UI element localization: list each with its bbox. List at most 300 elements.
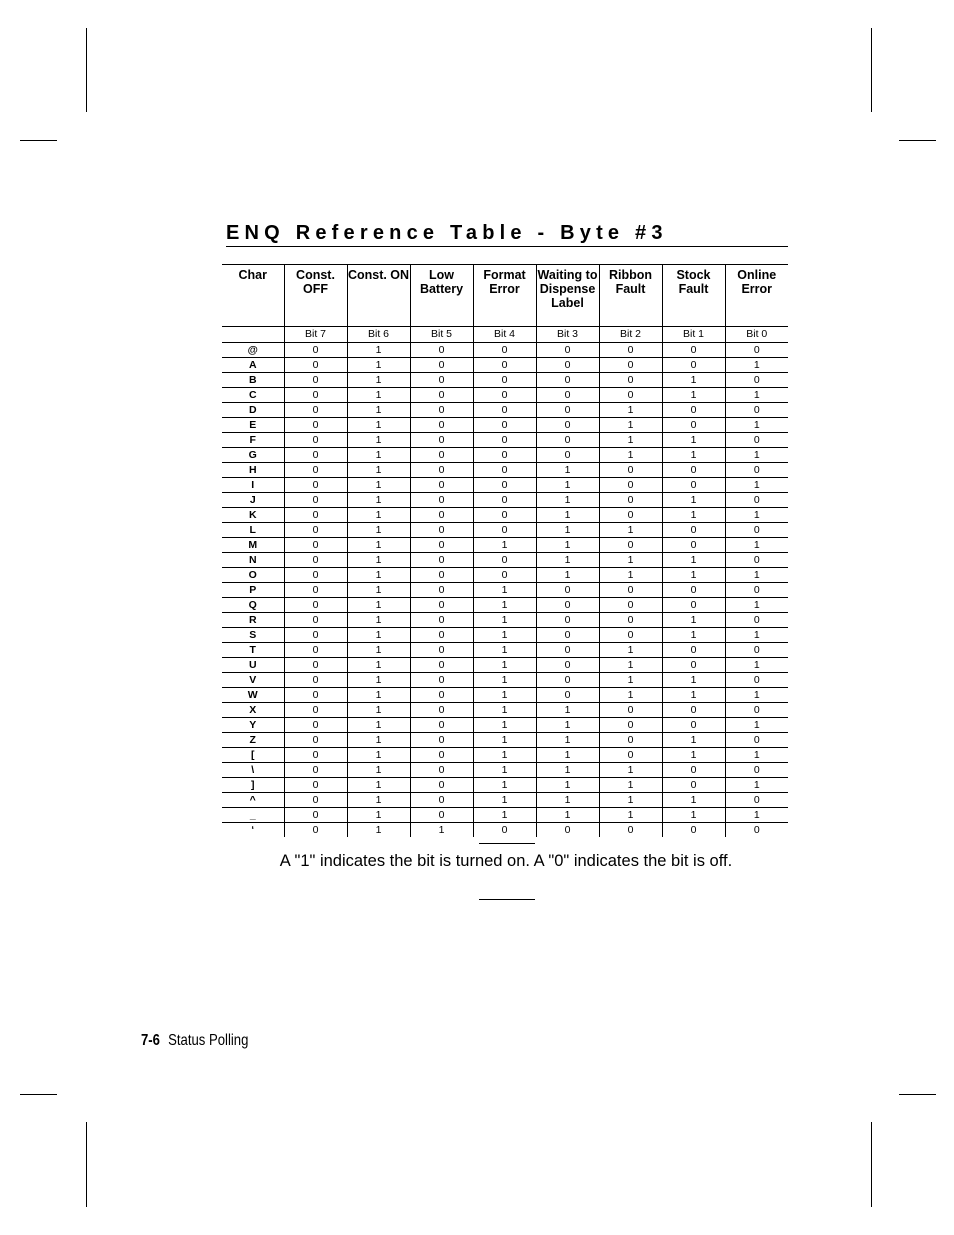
bit-cell: 1: [347, 583, 410, 598]
char-cell: O: [222, 568, 284, 583]
bit-cell: 1: [725, 808, 788, 823]
bit-cell: 1: [536, 508, 599, 523]
bit-cell: 0: [536, 598, 599, 613]
bit-cell: 1: [725, 748, 788, 763]
bit-cell: 1: [473, 748, 536, 763]
column-header: Online Error: [725, 265, 788, 327]
bit-cell: 0: [662, 643, 725, 658]
column-header: Low Battery: [410, 265, 473, 327]
char-cell: T: [222, 643, 284, 658]
bit-cell: 1: [536, 463, 599, 478]
bit-cell: 0: [536, 688, 599, 703]
bit-cell: 1: [347, 658, 410, 673]
table-row: [222, 418, 788, 433]
bit-cell: 1: [662, 628, 725, 643]
bit-cell: 0: [725, 463, 788, 478]
table-row: [222, 643, 788, 658]
table-row: [222, 823, 788, 838]
char-cell: I: [222, 478, 284, 493]
bit-cell: 1: [599, 403, 662, 418]
bit-cell: 0: [536, 373, 599, 388]
bit-label: Bit 3: [536, 327, 599, 343]
bit-cell: 0: [473, 358, 536, 373]
crop-mark: [871, 28, 872, 112]
bit-cell: 0: [410, 508, 473, 523]
bit-cell: 0: [536, 658, 599, 673]
table-row: [222, 523, 788, 538]
bit-cell: 0: [725, 583, 788, 598]
bit-label: Bit 1: [662, 327, 725, 343]
bit-cell: 1: [662, 733, 725, 748]
bit-cell: 0: [599, 598, 662, 613]
bit-cell: 1: [599, 763, 662, 778]
bit-cell: 1: [599, 523, 662, 538]
bit-cell: 0: [410, 448, 473, 463]
bit-cell: 0: [410, 718, 473, 733]
bit-cell: 0: [473, 388, 536, 403]
bit-cell: 0: [284, 538, 347, 553]
char-cell: Z: [222, 733, 284, 748]
table-row: [222, 778, 788, 793]
bit-cell: 0: [473, 343, 536, 358]
column-header: Ribbon Fault: [599, 265, 662, 327]
bit-cell: 1: [473, 793, 536, 808]
table-row: [222, 508, 788, 523]
bit-cell: 0: [599, 628, 662, 643]
char-cell: A: [222, 358, 284, 373]
bit-cell: 0: [410, 673, 473, 688]
bit-cell: 0: [725, 433, 788, 448]
table-row: [222, 733, 788, 748]
bit-cell: 1: [662, 493, 725, 508]
char-cell: ^: [222, 793, 284, 808]
bit-cell: 0: [284, 343, 347, 358]
bit-cell: 1: [347, 523, 410, 538]
bit-cell: 1: [536, 748, 599, 763]
table-row: [222, 538, 788, 553]
bit-row: [222, 327, 788, 343]
column-header: Const. OFF: [284, 265, 347, 327]
bit-cell: 1: [725, 718, 788, 733]
bit-cell: 0: [725, 403, 788, 418]
bit-cell: 1: [347, 553, 410, 568]
bit-cell: 1: [662, 553, 725, 568]
section-title: Status Polling: [168, 1032, 249, 1049]
bit-cell: 1: [536, 793, 599, 808]
bit-cell: 0: [284, 733, 347, 748]
bit-cell: 1: [347, 568, 410, 583]
bit-cell: 1: [347, 778, 410, 793]
bit-cell: 0: [599, 823, 662, 838]
bit-cell: 0: [473, 463, 536, 478]
bit-cell: 0: [410, 778, 473, 793]
bit-cell: 0: [536, 613, 599, 628]
bit-cell: 1: [725, 658, 788, 673]
bit-cell: 0: [536, 823, 599, 838]
bit-cell: 0: [536, 358, 599, 373]
bit-cell: 0: [284, 418, 347, 433]
bit-cell: 0: [536, 388, 599, 403]
bit-cell: 1: [725, 568, 788, 583]
bit-cell: 1: [473, 583, 536, 598]
bit-cell: 0: [536, 628, 599, 643]
bit-cell: 0: [410, 433, 473, 448]
bit-cell: 0: [662, 598, 725, 613]
char-cell: ]: [222, 778, 284, 793]
bit-cell: 0: [599, 343, 662, 358]
bit-cell: 0: [725, 643, 788, 658]
bit-cell: 0: [536, 673, 599, 688]
bit-cell: 0: [473, 418, 536, 433]
bit-label: Bit 5: [410, 327, 473, 343]
bit-cell: 1: [536, 718, 599, 733]
column-header: Waiting to Dispense Label: [536, 265, 599, 327]
table-row: [222, 388, 788, 403]
bit-cell: 1: [536, 703, 599, 718]
bit-cell: 0: [725, 823, 788, 838]
bit-cell: 0: [284, 523, 347, 538]
bit-cell: 1: [347, 343, 410, 358]
table-row: [222, 373, 788, 388]
bit-cell: 0: [599, 388, 662, 403]
bit-cell: 1: [347, 358, 410, 373]
bit-cell: 1: [347, 598, 410, 613]
bit-cell: 0: [284, 568, 347, 583]
bit-cell: 0: [662, 823, 725, 838]
table-row: [222, 448, 788, 463]
bit-cell: 0: [599, 703, 662, 718]
bit-cell: 0: [662, 718, 725, 733]
bit-cell: 0: [410, 598, 473, 613]
bit-cell: 0: [410, 418, 473, 433]
bit-cell: 1: [536, 553, 599, 568]
bit-cell: 0: [536, 403, 599, 418]
crop-mark: [20, 140, 57, 141]
bit-cell: 0: [662, 583, 725, 598]
bit-cell: 1: [599, 808, 662, 823]
note-rule-bottom: [479, 899, 535, 900]
bit-cell: 0: [725, 793, 788, 808]
table-row: [222, 613, 788, 628]
bit-cell: 1: [536, 568, 599, 583]
bit-cell: 1: [473, 538, 536, 553]
char-cell: J: [222, 493, 284, 508]
bit-cell: 0: [284, 478, 347, 493]
char-cell: @: [222, 343, 284, 358]
bit-cell: 1: [473, 778, 536, 793]
bit-cell: 0: [536, 643, 599, 658]
table-row: [222, 568, 788, 583]
page-number: 7-6: [141, 1032, 160, 1049]
bit-label: [222, 327, 284, 343]
table-row: [222, 553, 788, 568]
bit-cell: 1: [536, 523, 599, 538]
bit-cell: 1: [662, 433, 725, 448]
char-cell: B: [222, 373, 284, 388]
bit-cell: 0: [284, 388, 347, 403]
bit-cell: 0: [599, 463, 662, 478]
bit-cell: 1: [473, 733, 536, 748]
bit-cell: 0: [473, 433, 536, 448]
bit-cell: 0: [473, 493, 536, 508]
bit-cell: 0: [410, 463, 473, 478]
bit-cell: 0: [410, 568, 473, 583]
table-row: [222, 703, 788, 718]
bit-cell: 0: [725, 343, 788, 358]
char-cell: D: [222, 403, 284, 418]
bit-cell: 1: [347, 823, 410, 838]
char-cell: \: [222, 763, 284, 778]
bit-cell: 1: [473, 703, 536, 718]
column-header: Const. ON: [347, 265, 410, 327]
table-row: [222, 358, 788, 373]
bit-cell: 1: [473, 613, 536, 628]
bit-cell: 0: [536, 343, 599, 358]
bit-cell: 1: [662, 808, 725, 823]
bit-cell: 0: [473, 448, 536, 463]
bit-cell: 1: [473, 673, 536, 688]
bit-cell: 1: [662, 388, 725, 403]
bit-cell: 0: [284, 553, 347, 568]
char-cell: X: [222, 703, 284, 718]
bit-cell: 0: [284, 628, 347, 643]
bit-cell: 0: [662, 778, 725, 793]
bit-cell: 0: [725, 523, 788, 538]
bit-cell: 0: [599, 748, 662, 763]
bit-cell: 1: [599, 673, 662, 688]
note-rule-top: [479, 843, 535, 844]
bit-cell: 0: [410, 478, 473, 493]
bit-label: Bit 7: [284, 327, 347, 343]
bit-note: A "1" indicates the bit is turned on. A "0" indicates the bit is off.: [279, 852, 733, 870]
bit-cell: 1: [473, 598, 536, 613]
bit-cell: 1: [599, 448, 662, 463]
bit-cell: 0: [725, 763, 788, 778]
bit-cell: 1: [536, 493, 599, 508]
bit-cell: 1: [347, 613, 410, 628]
bit-cell: 1: [599, 793, 662, 808]
bit-cell: 0: [410, 493, 473, 508]
bit-cell: 1: [347, 688, 410, 703]
bit-cell: 0: [536, 448, 599, 463]
bit-cell: 0: [284, 358, 347, 373]
bit-cell: 0: [284, 718, 347, 733]
bit-cell: 0: [599, 613, 662, 628]
char-cell: K: [222, 508, 284, 523]
char-cell: Q: [222, 598, 284, 613]
crop-mark: [899, 140, 936, 141]
bit-cell: 0: [284, 763, 347, 778]
bit-cell: 1: [662, 613, 725, 628]
bit-cell: 0: [284, 373, 347, 388]
bit-cell: 1: [473, 628, 536, 643]
char-cell: E: [222, 418, 284, 433]
bit-cell: 1: [347, 673, 410, 688]
bit-cell: 1: [347, 718, 410, 733]
bit-cell: 0: [410, 748, 473, 763]
header-row: [222, 265, 788, 327]
bit-cell: 1: [599, 688, 662, 703]
bit-cell: 0: [473, 823, 536, 838]
bit-cell: 0: [410, 538, 473, 553]
bit-cell: 1: [347, 763, 410, 778]
table-row: [222, 493, 788, 508]
bit-cell: 1: [347, 463, 410, 478]
bit-cell: 1: [725, 538, 788, 553]
bit-cell: 1: [347, 733, 410, 748]
bit-label: Bit 2: [599, 327, 662, 343]
bit-label: Bit 0: [725, 327, 788, 343]
char-cell: F: [222, 433, 284, 448]
table-row: [222, 718, 788, 733]
bit-cell: 1: [536, 808, 599, 823]
bit-cell: 0: [284, 448, 347, 463]
char-cell: C: [222, 388, 284, 403]
bit-cell: 1: [725, 778, 788, 793]
table-row: [222, 673, 788, 688]
char-cell: H: [222, 463, 284, 478]
table-row: [222, 433, 788, 448]
bit-cell: 1: [725, 448, 788, 463]
page-footer: [141, 1031, 248, 1051]
bit-cell: 0: [284, 508, 347, 523]
bit-cell: 0: [410, 388, 473, 403]
char-cell: _: [222, 808, 284, 823]
bit-cell: 1: [347, 643, 410, 658]
bit-cell: 0: [662, 343, 725, 358]
bit-cell: 1: [599, 418, 662, 433]
bit-cell: 0: [662, 538, 725, 553]
table-row: [222, 688, 788, 703]
bit-cell: 1: [347, 628, 410, 643]
bit-cell: 1: [725, 688, 788, 703]
bit-cell: 1: [662, 793, 725, 808]
table-row: [222, 763, 788, 778]
bit-cell: 0: [599, 718, 662, 733]
crop-mark: [86, 1122, 87, 1207]
bit-cell: 0: [599, 358, 662, 373]
bit-cell: 0: [599, 583, 662, 598]
bit-cell: 0: [599, 538, 662, 553]
bit-cell: 0: [410, 703, 473, 718]
bit-cell: 0: [410, 373, 473, 388]
bit-cell: 0: [599, 508, 662, 523]
table-row: [222, 748, 788, 763]
crop-mark: [20, 1094, 57, 1095]
bit-label: Bit 4: [473, 327, 536, 343]
bit-cell: 0: [410, 553, 473, 568]
crop-mark: [86, 28, 87, 112]
char-cell: S: [222, 628, 284, 643]
bit-cell: 1: [536, 538, 599, 553]
char-cell: R: [222, 613, 284, 628]
column-header: Char: [222, 265, 284, 327]
bit-cell: 0: [410, 688, 473, 703]
bit-cell: 0: [284, 658, 347, 673]
char-cell: [: [222, 748, 284, 763]
bit-cell: 1: [473, 718, 536, 733]
bit-cell: 1: [599, 658, 662, 673]
bit-cell: 0: [410, 643, 473, 658]
bit-cell: 0: [410, 523, 473, 538]
bit-cell: 0: [536, 418, 599, 433]
bit-cell: 1: [725, 388, 788, 403]
bit-cell: 0: [662, 763, 725, 778]
crop-mark: [899, 1094, 936, 1095]
bit-cell: 0: [284, 493, 347, 508]
bit-cell: 0: [410, 613, 473, 628]
char-cell: L: [222, 523, 284, 538]
char-cell: M: [222, 538, 284, 553]
bit-cell: 0: [473, 508, 536, 523]
bit-cell: 0: [662, 463, 725, 478]
bit-cell: 1: [725, 598, 788, 613]
bit-cell: 0: [410, 733, 473, 748]
bit-cell: 0: [410, 358, 473, 373]
bit-cell: 0: [536, 433, 599, 448]
bit-cell: 0: [662, 523, 725, 538]
bit-cell: 0: [473, 523, 536, 538]
bit-cell: 0: [284, 643, 347, 658]
bit-cell: 1: [473, 658, 536, 673]
bit-cell: 0: [284, 463, 347, 478]
column-header: Format Error: [473, 265, 536, 327]
bit-cell: 1: [347, 373, 410, 388]
bit-cell: 0: [725, 553, 788, 568]
bit-cell: 0: [284, 598, 347, 613]
bit-cell: 1: [347, 388, 410, 403]
bit-cell: 1: [662, 748, 725, 763]
table-row: [222, 583, 788, 598]
bit-cell: 0: [284, 403, 347, 418]
bit-cell: 0: [599, 493, 662, 508]
bit-cell: 1: [599, 433, 662, 448]
bit-cell: 0: [662, 358, 725, 373]
bit-cell: 1: [347, 508, 410, 523]
bit-cell: 0: [662, 658, 725, 673]
bit-cell: 1: [725, 358, 788, 373]
bit-cell: 0: [410, 583, 473, 598]
bit-cell: 0: [410, 808, 473, 823]
bit-cell: 1: [347, 703, 410, 718]
bit-cell: 1: [473, 643, 536, 658]
char-cell: G: [222, 448, 284, 463]
bit-cell: 1: [347, 748, 410, 763]
bit-cell: 1: [347, 403, 410, 418]
bit-cell: 0: [410, 628, 473, 643]
bit-cell: 0: [410, 658, 473, 673]
char-cell: V: [222, 673, 284, 688]
bit-cell: 0: [284, 778, 347, 793]
bit-cell: 1: [536, 763, 599, 778]
char-cell: U: [222, 658, 284, 673]
bit-cell: 0: [599, 373, 662, 388]
bit-cell: 1: [599, 553, 662, 568]
bit-cell: 0: [410, 793, 473, 808]
char-cell: W: [222, 688, 284, 703]
bit-cell: 0: [284, 808, 347, 823]
bit-cell: 0: [662, 403, 725, 418]
page-title: ENQ Reference Table - Byte #3: [226, 222, 668, 244]
bit-cell: 1: [599, 568, 662, 583]
bit-cell: 0: [473, 568, 536, 583]
enq-reference-table: [222, 264, 788, 837]
bit-cell: 0: [473, 478, 536, 493]
bit-cell: 1: [662, 673, 725, 688]
bit-cell: 0: [725, 373, 788, 388]
char-cell: P: [222, 583, 284, 598]
bit-cell: 0: [599, 478, 662, 493]
